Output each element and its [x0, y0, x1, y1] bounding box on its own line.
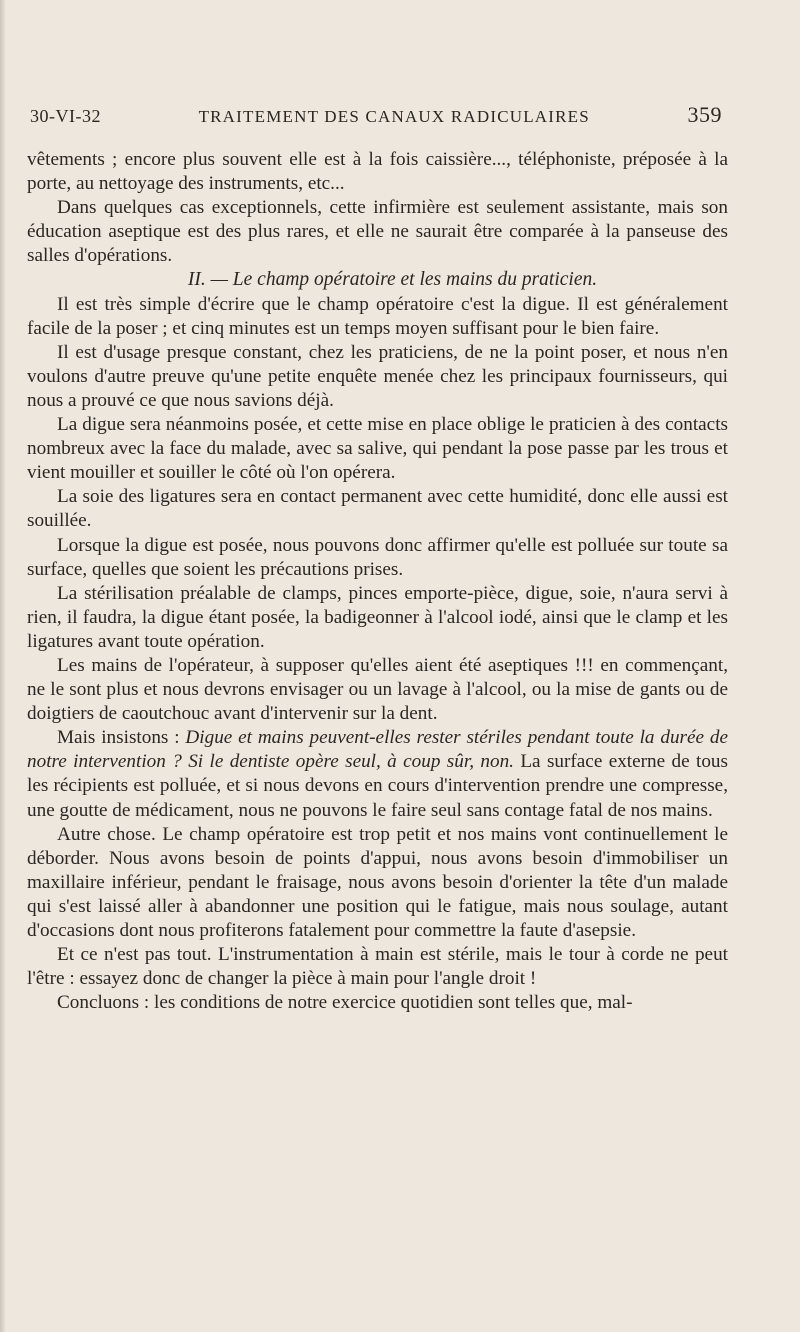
paragraph: vêtements ; encore plus souvent elle est à la fois caissière..., téléphoniste, préposée à la porte, au nettoyage des instruments, etc... — [27, 149, 728, 195]
paragraph: La stérilisation préalable de clamps, pinces emporte-pièce, digue, soie, n'aura servi à rien, il faudra, la digue étant posée, la badigeonner à l'alcool iodé, ainsi que le clamp et les ligatures avant toute opération. — [27, 582, 728, 652]
paragraph: Lorsque la digue est posée, nous pouvons donc affirmer qu'elle est polluée sur toute sa surface, quelles que soient les précautions prises. — [27, 534, 728, 580]
paragraph: Il est très simple d'écrire que le champ opératoire c'est la digue. Il est généralement facile de la poser ; et cinq minutes est un temps moyen suffisant pour le bien faire. — [27, 293, 728, 339]
page-number: 359 — [687, 102, 722, 127]
page-edge — [0, 0, 6, 1332]
running-header — [30, 102, 722, 128]
paragraph: Autre chose. Le champ opératoire est trop petit et nos mains vont continuellement le déborder. Nous avons besoin de points d'appui, nous avons besoin d'immobiliser un maxillaire inférieur, pendant le fraisage, nous avons besoin d'orienter la tête d'un malade qui s'est laissé aller à abandonner une position qui le fatigue, mais nous soulage, autant d'occasions dont nous profiterons fatalement pour commettre la faute d'asepsie. — [27, 823, 728, 941]
paragraph: La digue sera néanmoins posée, et cette mise en place oblige le praticien à des contacts nombreux avec la face du malade, avec sa salive, qui pendant la pose passe par les trous et vient mouiller et souiller le côté où l'on opérera. — [27, 414, 728, 484]
lead-text: Mais insistons : — [57, 727, 186, 749]
paragraph: Il est d'usage presque constant, chez les praticiens, de ne la point poser, et nous n'en voulons d'autre preuve qu'une petite enquête menée chez les principaux fournisseurs, qui nous a prouvé ce que nous savions déjà. — [27, 341, 728, 411]
paragraph-insistons — [27, 726, 728, 822]
running-title: TRAITEMENT DES CANAUX RADICULAIRES — [198, 107, 590, 126]
italic-question: Digue et mains peuvent-elles rester stériles pendant toute la durée de notre intervention ? Si le dentiste opère seul, à coup sûr, non. — [27, 727, 728, 773]
rest-text: La surface externe de tous les récipients est polluée, et si nous devons en cours d'intervention prendre une compresse, une goutte de médicament, nous ne pouvons le faire seul sans contage fatal de nos mains. — [27, 751, 728, 821]
paragraph: Les mains de l'opérateur, à supposer qu'elles aient été aseptiques !!! en commençant, ne le sont plus et nous devrons envisager ou un lavage à l'alcool, ou la mise de gants ou de doigtiers de caoutchouc avant d'intervenir sur la dent. — [27, 654, 728, 725]
paragraph: Dans quelques cas exceptionnels, cette infirmière est seulement assistante, mais son éducation aseptique est des plus rares, et elle ne saurait être comparée à la panseuse des salles d'opérations. — [27, 197, 728, 267]
paragraph: La soie des ligatures sera en contact permanent avec cette humidité, donc elle aussi est souillée. — [27, 486, 728, 532]
body-text — [27, 148, 728, 1015]
paragraph: Et ce n'est pas tout. L'instrumentation à main est stérile, mais le tour à corde ne peut l'être : essayez donc de changer la pièce à main pour l'angle droit ! — [27, 944, 728, 990]
section-heading: II. — Le champ opératoire et les mains du praticien. — [187, 269, 598, 291]
paragraph: Concluons : les conditions de notre exercice quotidien sont telles que, mal- — [57, 992, 633, 1014]
issue-date: 30-VI-32 — [30, 106, 101, 126]
